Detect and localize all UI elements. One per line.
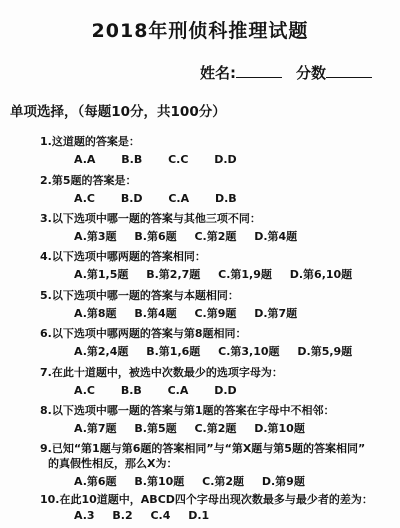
question-3	[40, 211, 311, 244]
question-4	[40, 249, 366, 282]
question-stem: 10.在此10道题中，ABCD四个字母出现次数最多与最少者的差为：	[40, 493, 373, 506]
option-a: A.第7题	[74, 422, 117, 435]
option-c: C.A	[168, 192, 190, 205]
option-a: A.3	[74, 509, 95, 522]
option-d: D.第10题	[254, 422, 305, 435]
option-a: A.第1,5题	[74, 268, 129, 281]
name-blank	[236, 63, 282, 78]
option-b: B.第5题	[134, 422, 177, 435]
question-options	[40, 152, 259, 167]
question-options	[40, 191, 259, 206]
question-options	[40, 421, 335, 436]
option-b: B.D	[120, 192, 143, 205]
option-c: C.C	[168, 153, 189, 166]
question-stem-continued: 的真假性相反，那么X为：	[48, 457, 178, 470]
option-b: B.第4题	[134, 307, 177, 320]
question-options	[40, 474, 365, 489]
score-blank	[326, 63, 372, 78]
question-stem: 5.以下选项中哪一题的答案与本题相同：	[40, 289, 239, 302]
option-d: D.D	[214, 153, 237, 166]
question-7	[40, 365, 283, 398]
option-c: C.第2题	[194, 230, 237, 243]
question-stem: 9.已知“第1题与第6题的答案相同”与“第X题与第5题的答案相同”	[40, 442, 366, 455]
question-1	[40, 134, 259, 167]
option-d: D.D	[214, 384, 237, 397]
question-options	[40, 267, 366, 282]
option-a: A.第6题	[74, 475, 117, 488]
option-c: C.第1,9题	[218, 268, 272, 281]
option-c: C.第9题	[194, 307, 237, 320]
score-label: 分数	[295, 64, 326, 82]
option-a: A.C	[74, 192, 95, 205]
question-9	[40, 441, 365, 489]
option-d: D.第4题	[254, 230, 298, 243]
option-d: D.B	[214, 192, 237, 205]
question-10	[40, 492, 373, 523]
question-stem: 1.这道题的答案是：	[40, 135, 140, 148]
question-5	[40, 288, 311, 321]
option-a: A.第3题	[74, 230, 117, 243]
question-options	[40, 508, 373, 523]
option-c: C.第3,10题	[218, 345, 280, 358]
question-8	[40, 403, 335, 436]
option-d: D.第9题	[261, 475, 305, 488]
name-score-row	[200, 62, 372, 83]
name-label: 姓名:	[199, 64, 236, 82]
option-c: C.4	[150, 509, 171, 522]
option-a: A.第8题	[74, 307, 117, 320]
question-2	[40, 173, 259, 206]
question-stem: 6.以下选项中哪两题的答案与第8题相同：	[40, 327, 247, 340]
option-d: D.第7题	[254, 307, 298, 320]
question-stem: 8.以下选项中哪一题的答案与第1题的答案在字母中不相邻：	[40, 404, 335, 417]
option-a: A.A	[74, 153, 96, 166]
option-c: C.第2题	[202, 475, 245, 488]
option-d: D.第5,9题	[297, 345, 353, 358]
question-options	[40, 383, 283, 398]
option-b: B.B	[121, 153, 143, 166]
option-d: D.1	[188, 509, 210, 522]
option-b: B.第10题	[134, 475, 185, 488]
question-stem: 3.以下选项中哪一题的答案与其他三项不同：	[40, 212, 261, 225]
option-d: D.第6,10题	[289, 268, 353, 281]
option-b: B.第2,7题	[146, 268, 201, 281]
question-stem: 7.在此十道题中，被选中次数最少的选项字母为：	[40, 366, 283, 379]
question-options	[40, 306, 311, 321]
section-heading: 单项选择，（每题10分，共100分）	[10, 104, 226, 120]
option-a: A.C	[74, 384, 95, 397]
option-b: B.第6题	[134, 230, 177, 243]
option-c: C.第2题	[194, 422, 237, 435]
option-a: A.第2,4题	[74, 345, 129, 358]
question-stem: 2.第5题的答案是：	[40, 174, 137, 187]
option-b: B.第1,6题	[146, 345, 201, 358]
question-stem: 4.以下选项中哪两题的答案相同：	[40, 250, 206, 263]
option-b: B.B	[120, 384, 142, 397]
question-6	[40, 326, 366, 359]
option-c: C.A	[167, 384, 189, 397]
question-options	[40, 344, 366, 359]
option-b: B.2	[112, 509, 133, 522]
question-options	[40, 229, 311, 244]
page-title: 2018年刑侦科推理试题	[91, 20, 309, 42]
